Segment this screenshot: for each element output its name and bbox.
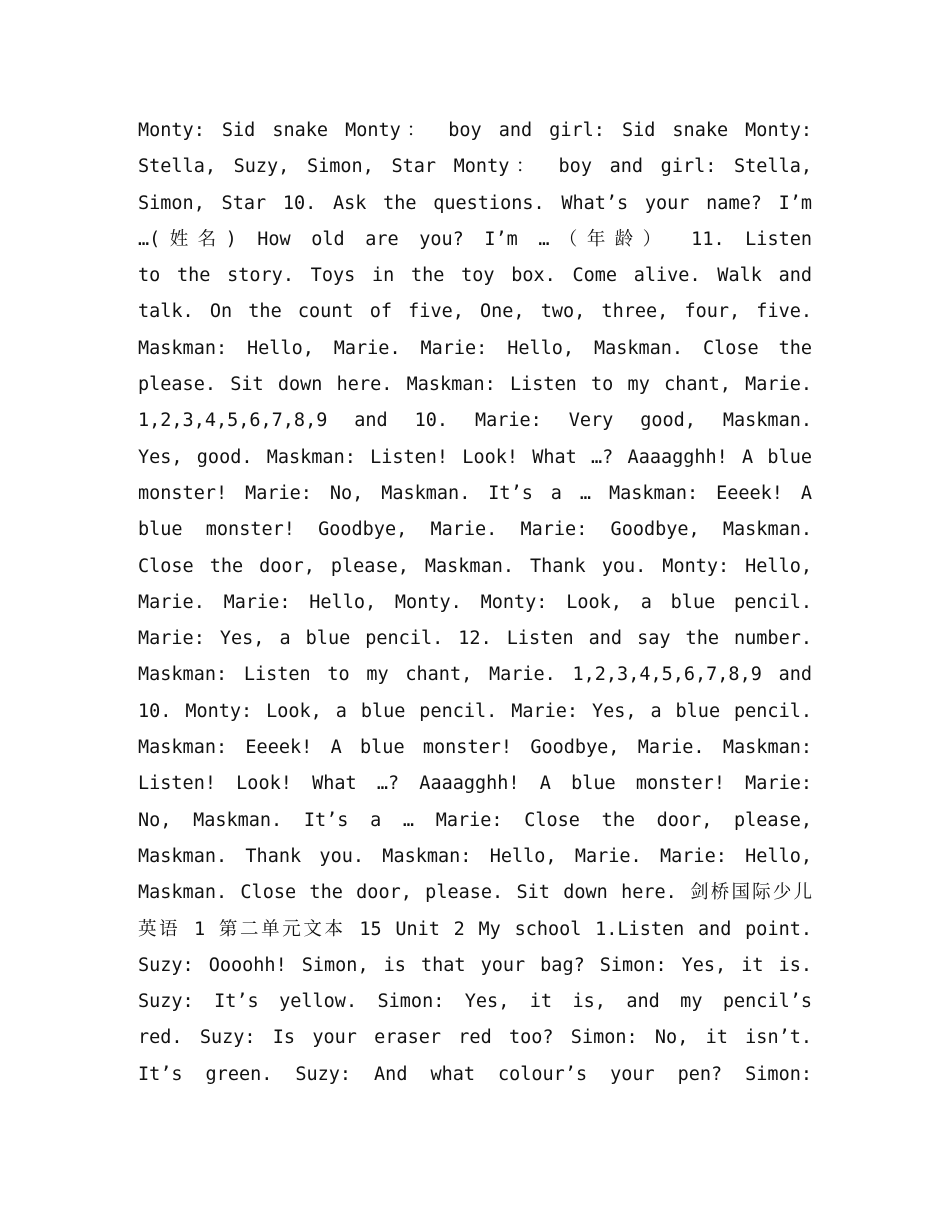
text-line: 1,2,3,4,5,6,7,8,9 and 10. Marie: Very good, Maskman. — [138, 410, 812, 432]
text-line: monster! Marie: No, Maskman. It’s a … Maskman: Eeeek! A — [138, 482, 812, 504]
text-line: Maskman. Close the door, please. Sit down here. 剑桥国际少儿 — [138, 882, 812, 904]
text-line: blue monster! Goodbye, Marie. Marie: Goodbye, Maskman. — [138, 519, 812, 541]
text-line: Maskman: Eeeek! A blue monster! Goodbye, Marie. Maskman: — [138, 737, 812, 759]
text-line: 英语 1 第二单元文本 15 Unit 2 My school 1.Listen and point. — [138, 918, 812, 940]
text-line: please. Sit down here. Maskman: Listen to my chant, Marie. — [138, 374, 812, 396]
text-line: red. Suzy: Is your eraser red too? Simon: No, it isn’t. — [138, 1027, 812, 1049]
text-line: 10. Monty: Look, a blue pencil. Marie: Yes, a blue pencil. — [138, 700, 812, 722]
text-line: Maskman: Listen to my chant, Marie. 1,2,3,4,5,6,7,8,9 and — [138, 664, 812, 686]
text-line: …(姓名) How old are you? I’m …（年龄） 11. Listen — [138, 228, 812, 250]
text-line: Suzy: Oooohh! Simon, is that your bag? Simon: Yes, it is. — [138, 954, 812, 976]
text-line: talk. On the count of five, One, two, three, four, five. — [138, 301, 812, 323]
text-line: Marie. Marie: Hello, Monty. Monty: Look, a blue pencil. — [138, 591, 812, 613]
text-line: Maskman: Hello, Marie. Marie: Hello, Maskman. Close the — [138, 337, 812, 359]
text-line: Simon, Star 10. Ask the questions. What’s your name? I’m — [138, 192, 812, 214]
text-line: to the story. Toys in the toy box. Come alive. Walk and — [138, 265, 812, 287]
text-line: Yes, good. Maskman: Listen! Look! What …? Aaaagghh! A blue — [138, 446, 812, 468]
text-line: It’s green. Suzy: And what colour’s your pen? Simon: — [138, 1063, 812, 1085]
text-line: Maskman. Thank you. Maskman: Hello, Marie. Marie: Hello, — [138, 845, 812, 867]
text-line: No, Maskman. It’s a … Marie: Close the door, please, — [138, 809, 812, 831]
text-line: Close the door, please, Maskman. Thank you. Monty: Hello, — [138, 555, 812, 577]
text-line: Stella, Suzy, Simon, Star Monty： boy and girl: Stella, — [138, 156, 812, 178]
text-line: Monty: Sid snake Monty： boy and girl: Sid snake Monty: — [138, 120, 812, 141]
text-line: Marie: Yes, a blue pencil. 12. Listen and say the number. — [138, 628, 812, 650]
body-text — [138, 113, 812, 1093]
text-line: Suzy: It’s yellow. Simon: Yes, it is, and my pencil’s — [138, 991, 812, 1013]
text-line: Listen! Look! What …? Aaaagghh! A blue monster! Marie: — [138, 773, 812, 795]
